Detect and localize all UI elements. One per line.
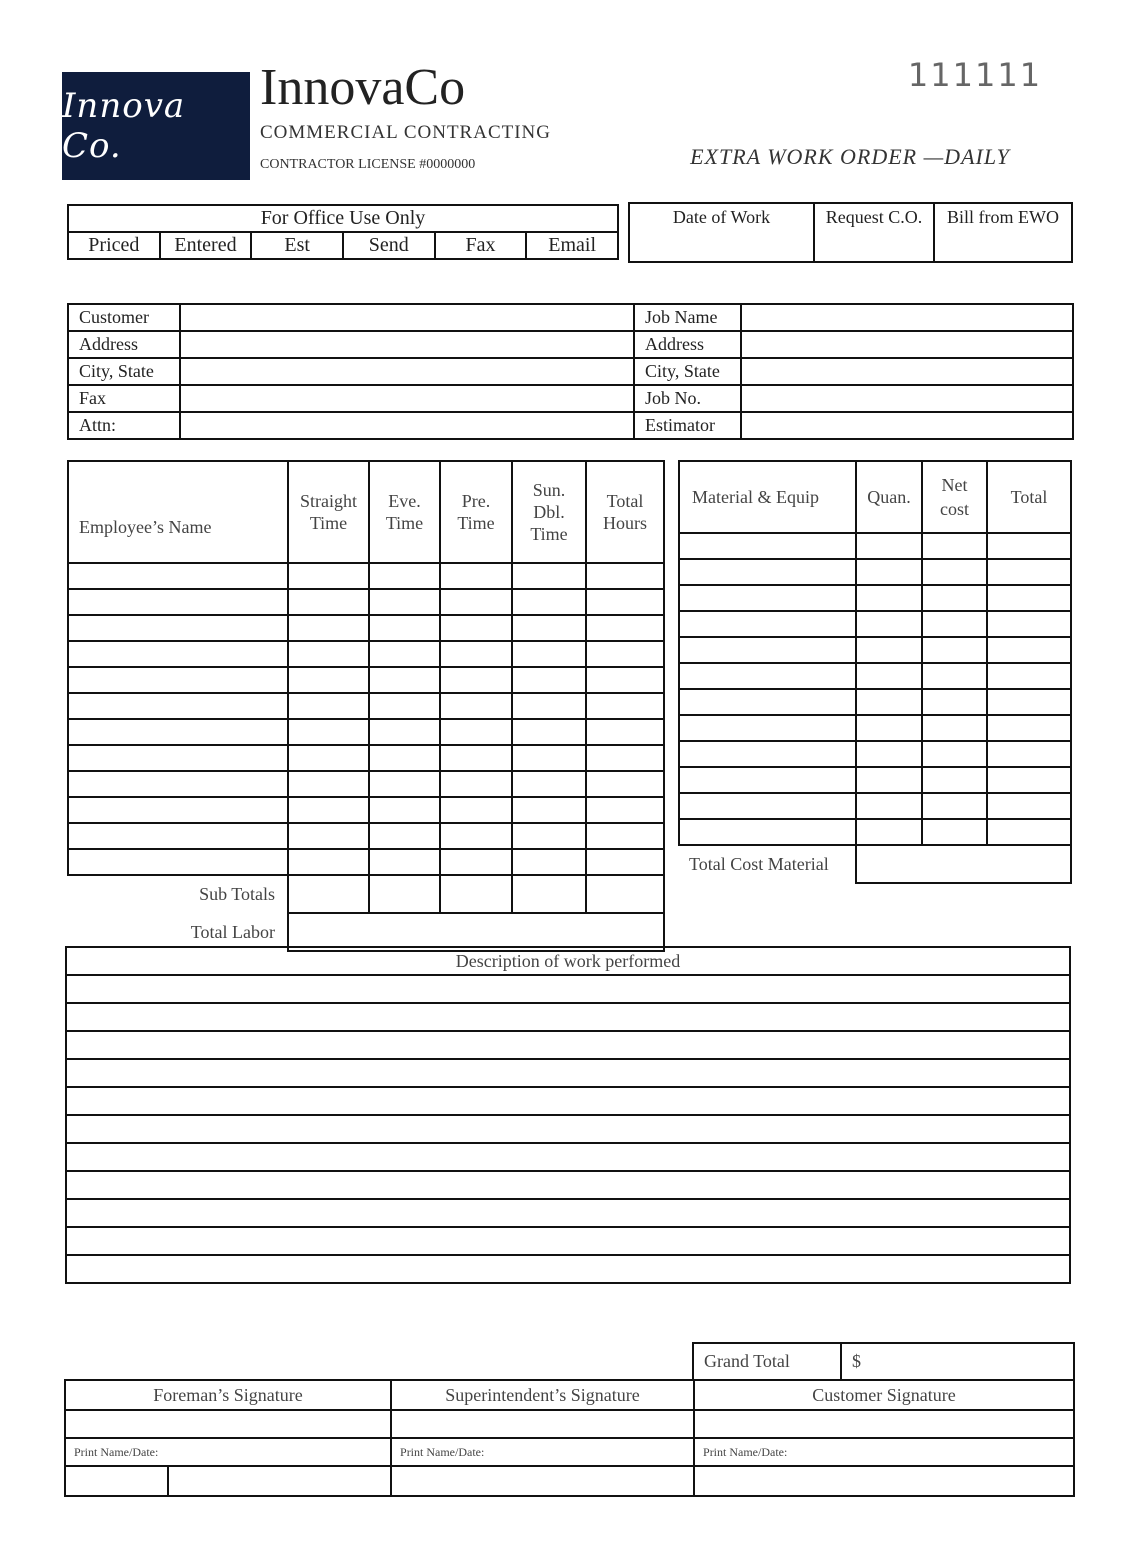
- labor-cell[interactable]: [440, 589, 512, 615]
- labor-cell[interactable]: [512, 693, 586, 719]
- material-cell[interactable]: [922, 767, 987, 793]
- office-use-table: [67, 204, 619, 260]
- labor-cell[interactable]: [68, 667, 288, 693]
- labor-cell[interactable]: [586, 693, 664, 719]
- material-cell[interactable]: [856, 793, 922, 819]
- material-cell[interactable]: [679, 663, 856, 689]
- eve-time-header: Eve. Time: [369, 461, 440, 563]
- description-line-field[interactable]: [66, 975, 1070, 1003]
- foreman-print-name-field[interactable]: [65, 1466, 168, 1496]
- office-email[interactable]: Email: [526, 232, 618, 259]
- labor-cell[interactable]: [288, 693, 369, 719]
- labor-cell[interactable]: [369, 797, 440, 823]
- job-no-field[interactable]: [741, 385, 1073, 412]
- material-cell[interactable]: [679, 819, 856, 845]
- customer-fax-label: Fax: [68, 385, 180, 412]
- total-labor-label: Total Labor: [190, 921, 275, 942]
- labor-row: [68, 823, 664, 849]
- material-cell[interactable]: [856, 819, 922, 845]
- estimator-field[interactable]: [741, 412, 1073, 439]
- foreman-date-field[interactable]: [168, 1466, 391, 1496]
- material-cell[interactable]: [987, 689, 1071, 715]
- material-cell[interactable]: [679, 715, 856, 741]
- material-cell[interactable]: [922, 793, 987, 819]
- material-total-header: Total: [987, 461, 1071, 533]
- superintendent-signature-label: Superintendent’s Signature: [391, 1380, 694, 1410]
- labor-cell[interactable]: [586, 719, 664, 745]
- labor-cell[interactable]: [586, 797, 664, 823]
- labor-cell[interactable]: [288, 667, 369, 693]
- labor-cell[interactable]: [369, 693, 440, 719]
- labor-cell[interactable]: [440, 823, 512, 849]
- job-city-state-field[interactable]: [741, 358, 1073, 385]
- material-cell[interactable]: [856, 585, 922, 611]
- labor-cell[interactable]: [586, 745, 664, 771]
- description-line: [66, 1059, 1070, 1087]
- labor-cell[interactable]: [68, 745, 288, 771]
- labor-cell[interactable]: [512, 641, 586, 667]
- labor-cell[interactable]: [586, 563, 664, 589]
- quantity-header: Quan.: [856, 461, 922, 533]
- material-cell[interactable]: [679, 585, 856, 611]
- material-cell[interactable]: [679, 637, 856, 663]
- labor-cell[interactable]: [440, 615, 512, 641]
- material-cell[interactable]: [987, 663, 1071, 689]
- material-row: [679, 793, 1071, 819]
- labor-cell[interactable]: [288, 719, 369, 745]
- employee-name-header: Employee’s Name: [68, 461, 288, 563]
- material-cell[interactable]: [987, 767, 1071, 793]
- material-cell[interactable]: [856, 637, 922, 663]
- material-cell[interactable]: [679, 611, 856, 637]
- labor-cell[interactable]: [369, 745, 440, 771]
- labor-cell[interactable]: [68, 589, 288, 615]
- labor-cell[interactable]: [512, 589, 586, 615]
- grand-total-table: [692, 1342, 1075, 1381]
- company-name: InnovaCo: [260, 59, 466, 116]
- labor-cell[interactable]: [68, 641, 288, 667]
- labor-cell[interactable]: [288, 615, 369, 641]
- material-cell[interactable]: [856, 767, 922, 793]
- description-line-field[interactable]: [66, 1199, 1070, 1227]
- foreman-print-name-label: Print Name/Date:: [65, 1438, 391, 1466]
- labor-cell[interactable]: [586, 849, 664, 875]
- labor-row: [68, 771, 664, 797]
- labor-cell[interactable]: [369, 771, 440, 797]
- labor-row: [68, 615, 664, 641]
- labor-cell[interactable]: [440, 745, 512, 771]
- material-cell[interactable]: [922, 715, 987, 741]
- work-dates-table: [628, 202, 1073, 263]
- material-cell[interactable]: [922, 663, 987, 689]
- customer-print-name-field[interactable]: [694, 1466, 1074, 1496]
- material-cell[interactable]: [922, 585, 987, 611]
- description-table: [65, 946, 1071, 1284]
- material-row: [679, 585, 1071, 611]
- description-line-field[interactable]: [66, 1255, 1070, 1283]
- subtotal-pre-field[interactable]: [440, 875, 512, 913]
- material-cell[interactable]: [856, 611, 922, 637]
- material-cell[interactable]: [987, 715, 1071, 741]
- logo-text: Innova Co.: [62, 86, 186, 166]
- labor-cell[interactable]: [512, 563, 586, 589]
- customer-signature-field[interactable]: [694, 1410, 1074, 1438]
- labor-cell[interactable]: [68, 771, 288, 797]
- customer-address-field[interactable]: [180, 331, 634, 358]
- labor-cell[interactable]: [586, 589, 664, 615]
- superintendent-signature-field[interactable]: [391, 1410, 694, 1438]
- description-line: [66, 975, 1070, 1003]
- subtotal-eve-field[interactable]: [369, 875, 440, 913]
- labor-cell[interactable]: [369, 563, 440, 589]
- foreman-signature-label: Foreman’s Signature: [65, 1380, 391, 1410]
- labor-cell[interactable]: [369, 849, 440, 875]
- labor-cell[interactable]: [440, 667, 512, 693]
- labor-cell[interactable]: [512, 849, 586, 875]
- office-entered[interactable]: Entered: [160, 232, 252, 259]
- labor-cell[interactable]: [440, 797, 512, 823]
- labor-cell[interactable]: [369, 589, 440, 615]
- labor-row: [68, 719, 664, 745]
- labor-row: [68, 849, 664, 875]
- labor-cell[interactable]: [586, 641, 664, 667]
- material-equip-header: Material & Equip: [679, 461, 856, 533]
- description-line-field[interactable]: [66, 1031, 1070, 1059]
- labor-cell[interactable]: [288, 797, 369, 823]
- description-line-field[interactable]: [66, 1003, 1070, 1031]
- description-line-field[interactable]: [66, 1143, 1070, 1171]
- net-cost-header: Net cost: [922, 461, 987, 533]
- material-cell[interactable]: [679, 559, 856, 585]
- material-row: [679, 611, 1071, 637]
- labor-cell[interactable]: [288, 771, 369, 797]
- labor-cell[interactable]: [68, 849, 288, 875]
- labor-cell[interactable]: [288, 589, 369, 615]
- labor-cell[interactable]: [586, 615, 664, 641]
- labor-cell[interactable]: [288, 745, 369, 771]
- material-cell[interactable]: [922, 689, 987, 715]
- labor-cell[interactable]: [586, 823, 664, 849]
- labor-cell[interactable]: [512, 719, 586, 745]
- labor-row: [68, 745, 664, 771]
- material-row: [679, 663, 1071, 689]
- labor-cell[interactable]: [512, 745, 586, 771]
- job-address-field[interactable]: [741, 331, 1073, 358]
- material-cell[interactable]: [856, 663, 922, 689]
- labor-cell[interactable]: [512, 771, 586, 797]
- attn-label: Attn:: [68, 412, 180, 439]
- pre-time-header: Pre. Time: [440, 461, 512, 563]
- description-line-field[interactable]: [66, 1087, 1070, 1115]
- material-cell[interactable]: [987, 793, 1071, 819]
- form-title: EXTRA WORK ORDER —DAILY: [690, 144, 1010, 169]
- material-cell[interactable]: [987, 611, 1071, 637]
- total-cost-material-label: Total Cost Material: [689, 854, 829, 874]
- superintendent-print-name-label: Print Name/Date:: [391, 1438, 694, 1466]
- labor-cell[interactable]: [68, 693, 288, 719]
- company-subtitle: COMMERCIAL CONTRACTING: [260, 122, 551, 143]
- material-row: [679, 819, 1071, 845]
- office-send[interactable]: Send: [343, 232, 435, 259]
- grand-total-label: Grand Total: [693, 1343, 841, 1380]
- labor-cell[interactable]: [68, 719, 288, 745]
- attn-field[interactable]: [180, 412, 634, 439]
- material-row: [679, 689, 1071, 715]
- material-cell[interactable]: [679, 689, 856, 715]
- labor-row: [68, 667, 664, 693]
- material-cell[interactable]: [987, 637, 1071, 663]
- straight-time-header: Straight Time: [288, 461, 369, 563]
- labor-cell[interactable]: [512, 797, 586, 823]
- material-cell[interactable]: [856, 715, 922, 741]
- sun-dbl-time-header: Sun. Dbl. Time: [512, 461, 586, 563]
- estimator-label: Estimator: [634, 412, 741, 439]
- material-cell[interactable]: [922, 819, 987, 845]
- material-cell[interactable]: [987, 559, 1071, 585]
- labor-cell[interactable]: [440, 719, 512, 745]
- customer-label: Customer: [68, 304, 180, 331]
- labor-cell[interactable]: [68, 615, 288, 641]
- material-cell[interactable]: [987, 819, 1071, 845]
- labor-row: [68, 797, 664, 823]
- labor-cell[interactable]: [68, 823, 288, 849]
- description-line-field[interactable]: [66, 1227, 1070, 1255]
- subtotal-total-field[interactable]: [586, 875, 664, 913]
- description-title: Description of work performed: [66, 947, 1070, 975]
- material-row: [679, 767, 1071, 793]
- material-cell[interactable]: [987, 585, 1071, 611]
- material-table: [678, 460, 1072, 884]
- labor-cell[interactable]: [440, 641, 512, 667]
- job-no-label: Job No.: [634, 385, 741, 412]
- labor-cell[interactable]: [586, 667, 664, 693]
- material-cell[interactable]: [679, 741, 856, 767]
- grand-total-field[interactable]: $: [841, 1343, 1074, 1380]
- customer-print-name-label: Print Name/Date:: [694, 1438, 1074, 1466]
- material-cell[interactable]: [856, 533, 922, 559]
- customer-signature-label: Customer Signature: [694, 1380, 1074, 1410]
- material-cell[interactable]: [922, 533, 987, 559]
- labor-cell[interactable]: [512, 615, 586, 641]
- material-row: [679, 533, 1071, 559]
- material-cell[interactable]: [987, 533, 1071, 559]
- labor-cell[interactable]: [369, 823, 440, 849]
- office-fax[interactable]: Fax: [435, 232, 527, 259]
- signatures-table: [64, 1379, 1075, 1497]
- labor-cell[interactable]: [440, 849, 512, 875]
- description-line: [66, 1227, 1070, 1255]
- customer-job-table: [67, 303, 1074, 440]
- material-cell[interactable]: [922, 741, 987, 767]
- material-cell[interactable]: [987, 741, 1071, 767]
- material-cell[interactable]: [922, 559, 987, 585]
- labor-row: [68, 563, 664, 589]
- labor-cell[interactable]: [512, 823, 586, 849]
- description-line: [66, 1255, 1070, 1283]
- foreman-signature-field[interactable]: [65, 1410, 391, 1438]
- description-line: [66, 1003, 1070, 1031]
- description-line-field[interactable]: [66, 1115, 1070, 1143]
- total-cost-material-field[interactable]: [856, 845, 1071, 883]
- material-cell[interactable]: [922, 611, 987, 637]
- contractor-license: CONTRACTOR LICENSE #0000000: [260, 157, 476, 172]
- labor-cell[interactable]: [440, 693, 512, 719]
- office-priced[interactable]: Priced: [68, 232, 160, 259]
- description-line: [66, 1031, 1070, 1059]
- office-use-title: For Office Use Only: [68, 205, 618, 232]
- labor-cell[interactable]: [369, 641, 440, 667]
- material-row: [679, 559, 1071, 585]
- job-name-field[interactable]: [741, 304, 1073, 331]
- description-line: [66, 1199, 1070, 1227]
- bill-from-ewo-field[interactable]: Bill from EWO: [934, 203, 1072, 262]
- labor-cell[interactable]: [288, 849, 369, 875]
- labor-table: [67, 460, 665, 952]
- labor-cell[interactable]: [369, 719, 440, 745]
- customer-city-state-field[interactable]: [180, 358, 634, 385]
- customer-fax-field[interactable]: [180, 385, 634, 412]
- labor-cell[interactable]: [288, 563, 369, 589]
- description-line-field[interactable]: [66, 1059, 1070, 1087]
- labor-cell[interactable]: [68, 563, 288, 589]
- job-name-label: Job Name: [634, 304, 741, 331]
- labor-cell[interactable]: [512, 667, 586, 693]
- subtotal-sun-field[interactable]: [512, 875, 586, 913]
- material-cell[interactable]: [856, 559, 922, 585]
- superintendent-print-name-field[interactable]: [391, 1466, 694, 1496]
- description-line-field[interactable]: [66, 1171, 1070, 1199]
- labor-cell[interactable]: [440, 563, 512, 589]
- labor-cell[interactable]: [288, 823, 369, 849]
- material-row: [679, 741, 1071, 767]
- customer-city-state-label: City, State: [68, 358, 180, 385]
- job-city-state-label: City, State: [634, 358, 741, 385]
- material-cell[interactable]: [922, 637, 987, 663]
- office-est[interactable]: Est: [251, 232, 343, 259]
- subtotal-straight-field[interactable]: [288, 875, 369, 913]
- material-cell[interactable]: [856, 689, 922, 715]
- customer-field[interactable]: [180, 304, 634, 331]
- labor-cell[interactable]: [288, 641, 369, 667]
- form-number: 111111: [907, 56, 1043, 94]
- material-cell[interactable]: [679, 533, 856, 559]
- labor-cell[interactable]: [369, 615, 440, 641]
- description-line: [66, 1087, 1070, 1115]
- labor-row: [68, 693, 664, 719]
- total-hours-header: Total Hours: [586, 461, 664, 563]
- labor-cell[interactable]: [68, 797, 288, 823]
- request-co-field[interactable]: Request C.O.: [814, 203, 934, 262]
- material-cell[interactable]: [856, 741, 922, 767]
- material-row: [679, 715, 1071, 741]
- date-of-work-field[interactable]: Date of Work: [629, 203, 814, 262]
- material-cell[interactable]: [679, 767, 856, 793]
- description-line: [66, 1171, 1070, 1199]
- description-line: [66, 1115, 1070, 1143]
- description-line: [66, 1143, 1070, 1171]
- labor-row: [68, 589, 664, 615]
- labor-cell[interactable]: [369, 667, 440, 693]
- sub-totals-label: Sub Totals: [199, 884, 275, 904]
- material-row: [679, 637, 1071, 663]
- labor-cell[interactable]: [440, 771, 512, 797]
- material-cell[interactable]: [679, 793, 856, 819]
- labor-cell[interactable]: [586, 771, 664, 797]
- company-logo: [62, 72, 250, 180]
- job-address-label: Address: [634, 331, 741, 358]
- customer-address-label: Address: [68, 331, 180, 358]
- labor-row: [68, 641, 664, 667]
